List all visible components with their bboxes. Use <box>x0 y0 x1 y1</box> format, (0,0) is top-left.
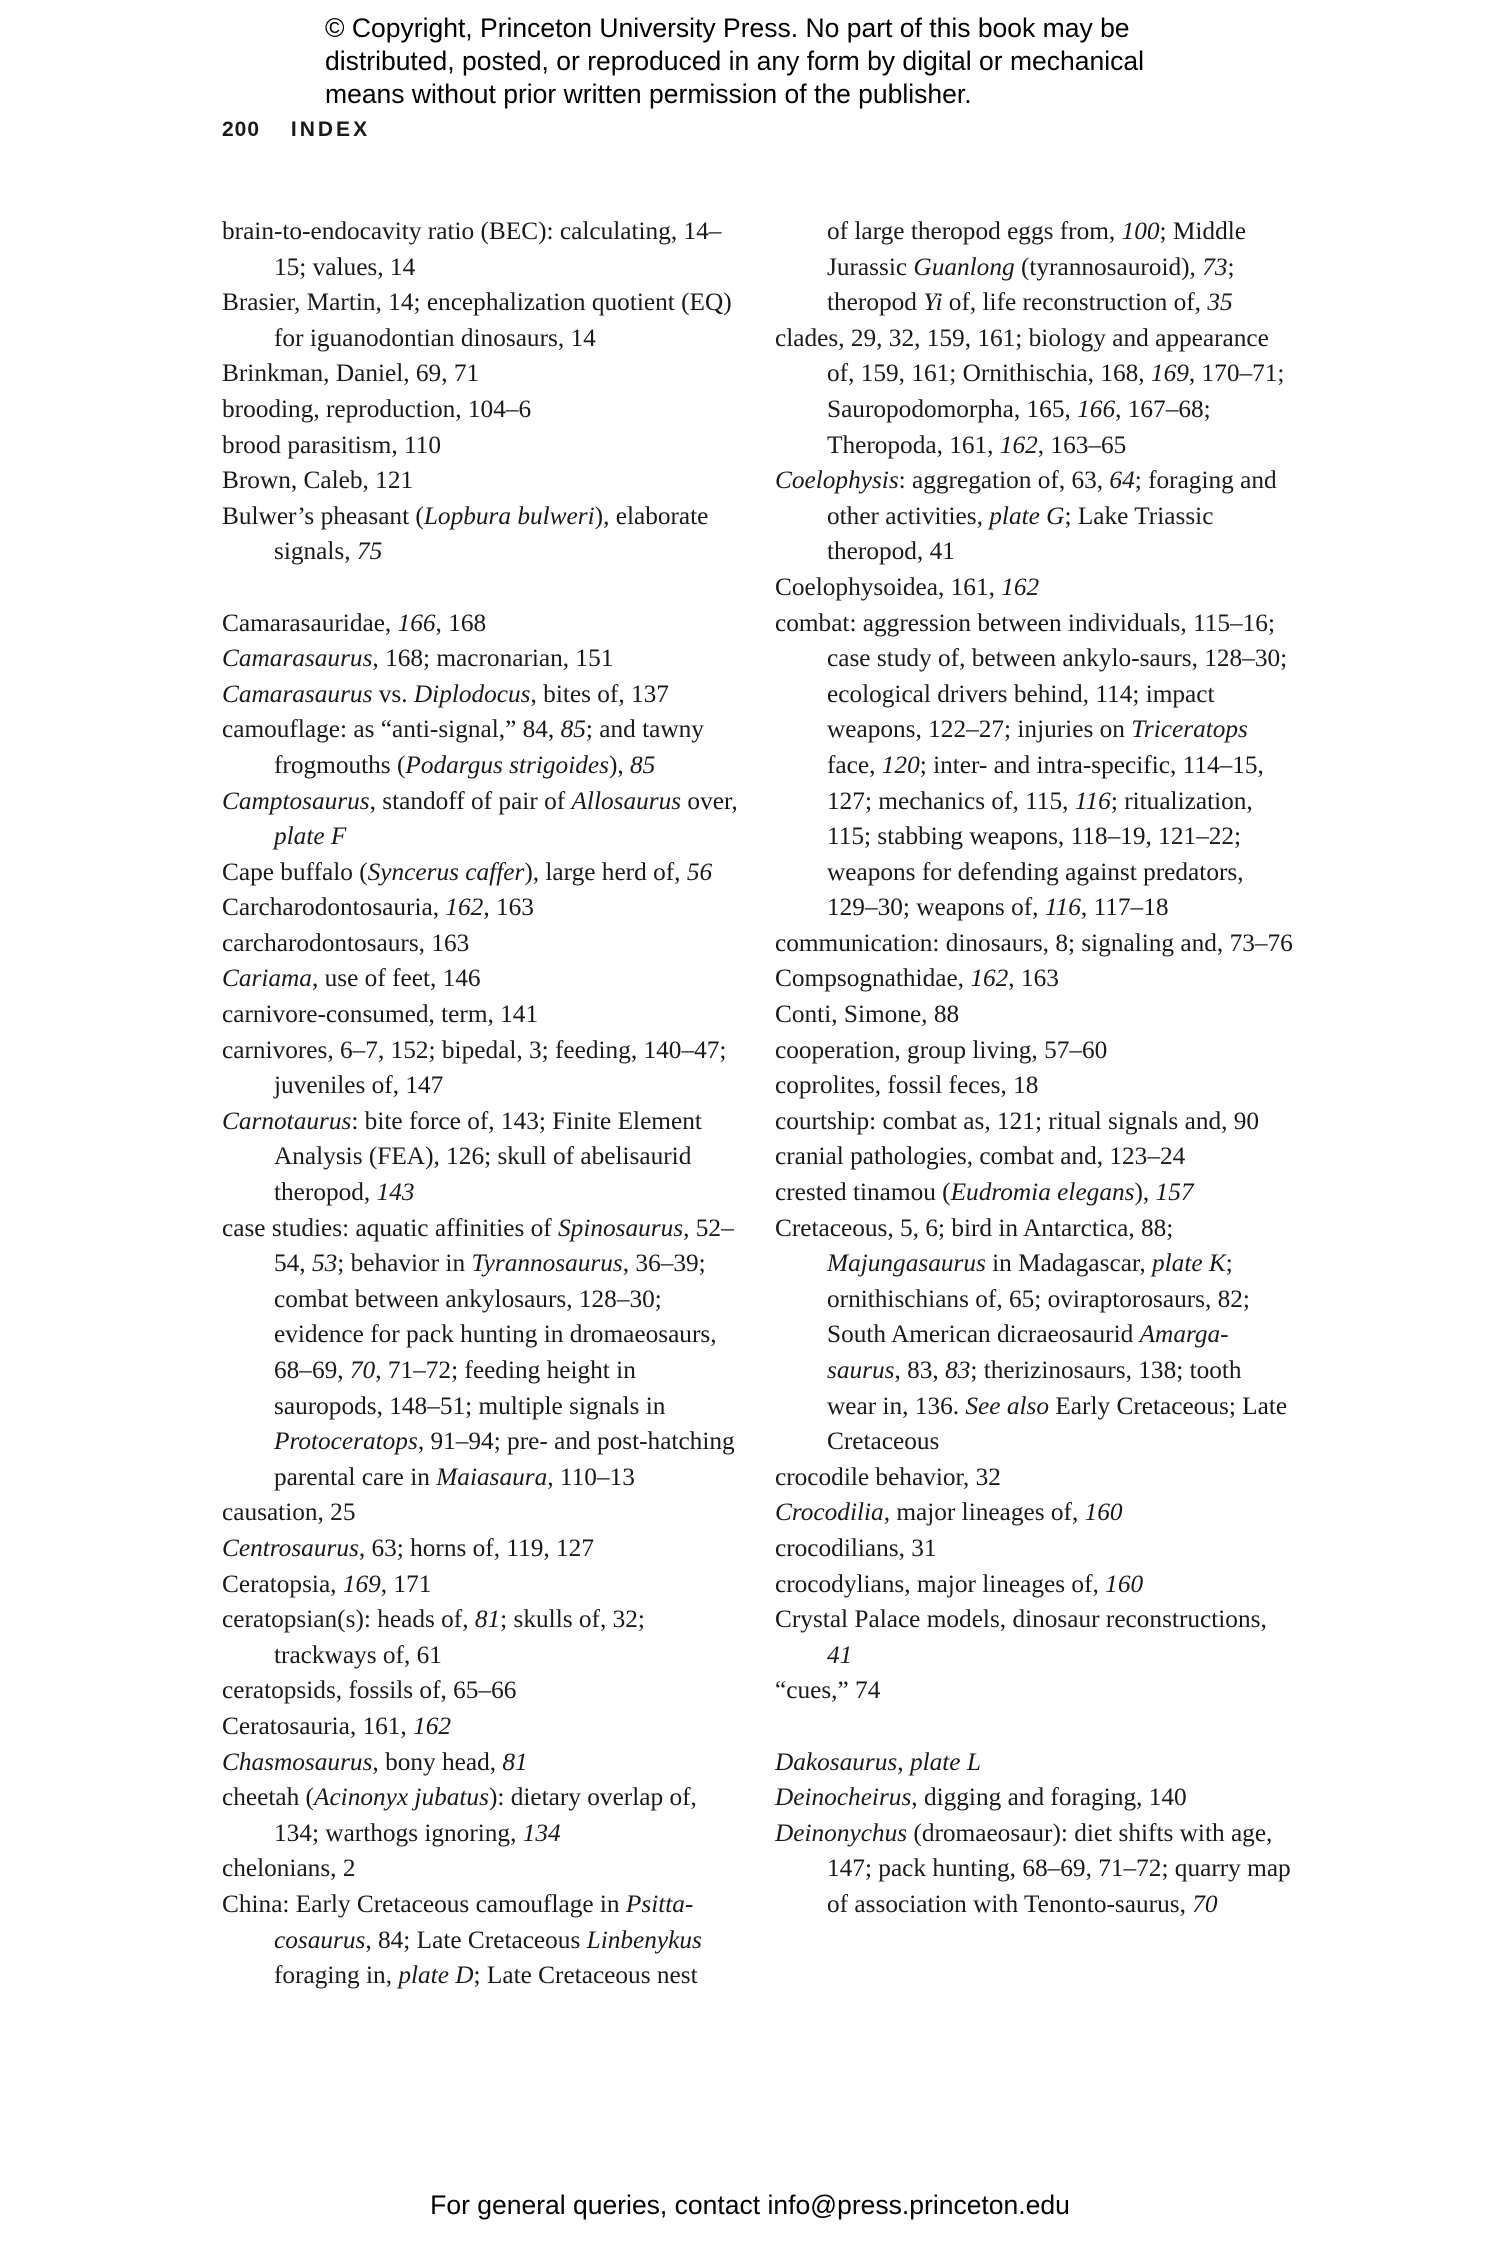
index-entry: Carnotaurus: bite force of, 143; Finite Element Analysis (FEA), 126; skull of abelisaurid theropod, 143 <box>222 1106 702 1207</box>
index-entry: Brasier, Martin, 14; encephalization quotient (EQ) for iguanodontian dinosaurs, 14 <box>222 288 732 352</box>
index-entry: Camarasaurus, 168; macronarian, 151 <box>222 644 614 673</box>
index-entry: combat: aggression between individuals, 115–16; case study of, between ankylo-saurs, 128–30; ecological drivers behind, 114; impact weapons, 122–27; injuries on Triceratops face, 120; inter- and intra-specific, 114–15, 127; mechanics of, 115, 116; ritualization, 115; stabbing weapons, 118–19, 121–22; weapons for defending against predators, 129–30; weapons of, 116, 117–18 <box>775 608 1288 922</box>
footer-contact: For general queries, contact info@press.princeton.edu <box>430 2190 1070 2220</box>
index-entry: communication: dinosaurs, 8; signaling and, 73–76 <box>775 928 1293 957</box>
index-entry: Cariama, use of feet, 146 <box>222 964 481 993</box>
index-entry: Compsognathidae, 162, 163 <box>775 964 1059 993</box>
index-entry: Cape buffalo (Syncerus caffer), large herd of, 56 <box>222 857 713 886</box>
index-entry: Dakosaurus, plate L <box>775 1747 981 1776</box>
index-entry: Conti, Simone, 88 <box>775 1000 960 1029</box>
index-entry: Coelophysis: aggregation of, 63, 64; foraging and other activities, plate G; Lake Triassic theropod, 41 <box>775 466 1277 566</box>
index-entry: Camarasaurus vs. Diplodocus, bites of, 137 <box>222 679 669 708</box>
index-entry: crocodylians, major lineages of, 160 <box>775 1569 1144 1598</box>
index-entry: Brown, Caleb, 121 <box>222 466 414 495</box>
index-entry: Bulwer’s pheasant (Lopbura bulweri), elaborate signals, 75 <box>222 501 709 566</box>
index-entry: chelonians, 2 <box>222 1854 356 1883</box>
index-entry: cranial pathologies, combat and, 123–24 <box>775 1142 1186 1171</box>
index-entry: Deinocheirus, digging and foraging, 140 <box>775 1783 1187 1812</box>
index-entry: case studies: aquatic affinities of Spinosaurus, 52–54, 53; behavior in Tyrannosaurus, 36–39; combat between ankylosaurs, 128–30; evidence for pack hunting in dromaeosaurs, 68–69, 70, 71–72; feeding height in sauropods, 148–51; multiple signals in Protoceratops, 91–94; pre- and post-hatching parental care in Maiasaura, 110–13 <box>222 1213 735 1491</box>
index-entry: China: Early Cretaceous camouflage in Psitta-cosaurus, 84; Late Cretaceous Linbenykus foraging in, plate D; Late Cretaceous nest <box>222 1889 702 1990</box>
index-entry: ceratopsian(s): heads of, 81; skulls of, 32; trackways of, 61 <box>222 1605 645 1669</box>
index-entry: brain-to-endocavity ratio (BEC): calculating, 14–15; values, 14 <box>222 217 722 281</box>
index-entry: Cretaceous, 5, 6; bird in Antarctica, 88; Majungasaurus in Madagascar, plate K; ornithischians of, 65; oviraptorosaurs, 82; South American dicraeosaurid Amarga-saurus, 83, 83; therizinosaurs, 138; tooth wear in, 136. See also Early Cretaceous; Late Cretaceous <box>775 1213 1288 1456</box>
index-entry: Ceratopsia, 169, 171 <box>222 1569 432 1598</box>
index-entry: Ceratosauria, 161, 162 <box>222 1711 452 1740</box>
index-column-left <box>222 214 742 1994</box>
index-entry: coprolites, fossil feces, 18 <box>775 1071 1039 1100</box>
index-entry: crocodile behavior, 32 <box>775 1462 1001 1491</box>
section-title: INDEX <box>290 118 371 141</box>
index-entry: Crocodilia, major lineages of, 160 <box>775 1498 1123 1527</box>
index-entry: carnivore-consumed, term, 141 <box>222 1000 539 1029</box>
copyright-notice: © Copyright, Princeton University Press. No part of this book may be distributed, posted, or reproduced in any form by digital or mechanical means without prior written permission of the publisher. <box>325 13 1144 109</box>
running-head <box>222 118 370 142</box>
index-entry: ceratopsids, fossils of, 65–66 <box>222 1676 517 1705</box>
index-entry: camouflage: as “anti-signal,” 84, 85; and tawny frogmouths (Podargus strigoides), 85 <box>222 715 704 779</box>
index-entry: carcharodontosaurs, 163 <box>222 928 470 957</box>
index-entry-continuation: of large theropod eggs from, 100; Middle Jurassic Guanlong (tyrannosauroid), 73; theropod Yi of, life reconstruction of, 35 <box>827 217 1246 317</box>
index-entry: causation, 25 <box>222 1498 356 1527</box>
index-entry: “cues,” 74 <box>775 1676 881 1705</box>
index-entry: Coelophysoidea, 161, 162 <box>775 572 1040 601</box>
index-entry: Brinkman, Daniel, 69, 71 <box>222 359 480 388</box>
index-entry: crested tinamou (Eudromia elegans), 157 <box>775 1178 1194 1207</box>
index-entry: Camptosaurus, standoff of pair of Allosaurus over, plate F <box>222 786 738 851</box>
letter-group-gap <box>222 570 742 606</box>
index-entry: Centrosaurus, 63; horns of, 119, 127 <box>222 1533 594 1562</box>
letter-group-gap <box>775 1709 1295 1745</box>
index-entry: Deinonychus (dromaeosaur): diet shifts with age, 147; pack hunting, 68–69, 71–72; quarry map of association with Tenonto-saurus, 70 <box>775 1818 1291 1918</box>
index-entry: carnivores, 6–7, 152; bipedal, 3; feeding, 140–47; juveniles of, 147 <box>222 1035 727 1100</box>
index-entry: Carcharodontosauria, 162, 163 <box>222 893 534 922</box>
index-entry: Chasmosaurus, bony head, 81 <box>222 1747 528 1776</box>
index-entry: clades, 29, 32, 159, 161; biology and appearance of, 159, 161; Ornithischia, 168, 169, 170–71; Sauropodomorpha, 165, 166, 167–68; Theropoda, 161, 162, 163–65 <box>775 323 1285 459</box>
index-entry: Crystal Palace models, dinosaur reconstructions, 41 <box>775 1605 1267 1669</box>
index-entry: cheetah (Acinonyx jubatus): dietary overlap of, 134; warthogs ignoring, 134 <box>222 1783 697 1847</box>
index-entry: Camarasauridae, 166, 168 <box>222 608 487 637</box>
index-entry: crocodilians, 31 <box>775 1533 937 1562</box>
index-entry: brood parasitism, 110 <box>222 430 441 459</box>
index-entry: brooding, reproduction, 104–6 <box>222 394 532 423</box>
page-number: 200 <box>222 118 261 141</box>
index-column-right <box>775 214 1295 1923</box>
index-entry: courtship: combat as, 121; ritual signals and, 90 <box>775 1106 1260 1135</box>
index-entry: cooperation, group living, 57–60 <box>775 1035 1108 1064</box>
